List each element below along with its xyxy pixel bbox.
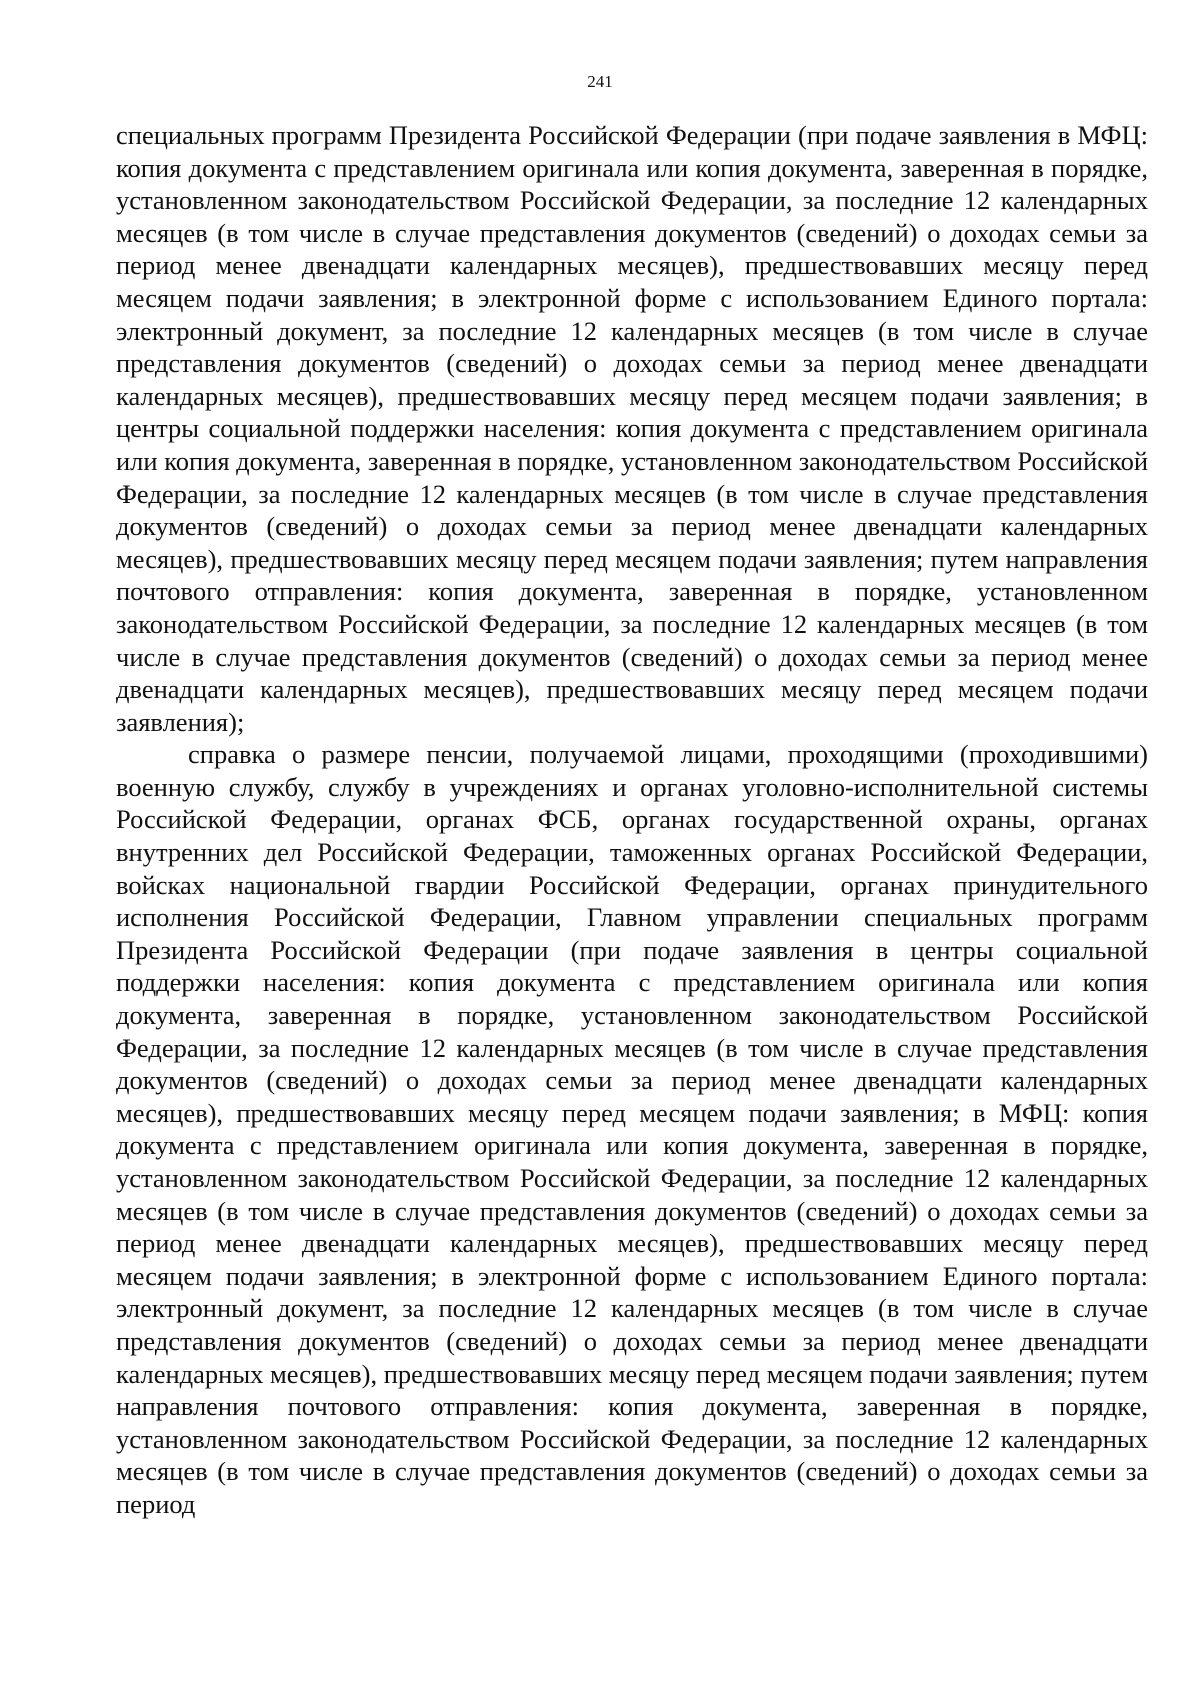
document-body [116, 119, 1148, 1521]
paragraph-continuation: специальных программ Президента Российской Федерации (при подаче заявления в МФЦ: копия документа с представлением оригинала или копия документа, заверенная в порядке, установленном законодательством Российской Федерации, за последние 12 календарных месяцев (в том числе в случае представления документов (сведений) о доходах семьи за период менее двенадцати календарных месяцев), предшествовавших месяцу перед месяцем подачи заявления; в электронной форме с использованием Единого портала: электронный документ, за последние 12 календарных месяцев (в том числе в случае представления документов (сведений) о доходах семьи за период менее двенадцати календарных месяцев), предшествовавших месяцу перед месяцем подачи заявления; в центры социальной поддержки населения: копия документа с представлением оригинала или копия документа, заверенная в порядке, установленном законодательством Российской Федерации, за последние 12 календарных месяцев (в том числе в случае представления документов (сведений) о доходах семьи за период менее двенадцати календарных месяцев), предшествовавших месяцу перед месяцем подачи заявления; путем направления почтового отправления: копия документа, заверенная в порядке, установленном законодательством Российской Федерации, за последние 12 календарных месяцев (в том числе в случае представления документов (сведений) о доходах семьи за период менее двенадцати календарных месяцев), предшествовавших месяцу перед месяцем подачи заявления); [116, 120, 1149, 737]
page-number: 241 [587, 72, 613, 91]
paragraph-pension-certificate: справка о размере пенсии, получаемой лицами, проходящими (проходившими) военную службу, службу в учреждениях и органах уголовно-исполнительной системы Российской Федерации, органах ФСБ, органах государственной охраны, органах внутренних дел Российской Федерации, таможенных органах Российской Федерации, войсках национальной гвардии Российской Федерации, органах принудительного исполнения Российской Федерации, Главном управлении специальных программ Президента Российской Федерации (при подаче заявления в центры социальной поддержки населения: копия документа с представлением оригинала или копия документа, заверенная в порядке, установленном законодательством Российской Федерации, за последние 12 календарных месяцев (в том числе в случае представления документов (сведений) о доходах семьи за период менее двенадцати календарных месяцев), предшествовавших месяцу перед месяцем подачи заявления; в МФЦ: копия документа с представлением оригинала или копия документа, заверенная в порядке, установленном законодательством Российской Федерации, за последние 12 календарных месяцев (в том числе в случае представления документов (сведений) о доходах семьи за период менее двенадцати календарных месяцев), предшествовавших месяцу перед месяцем подачи заявления; в электронной форме с использованием Единого портала: электронный документ, за последние 12 календарных месяцев (в том числе в случае представления документов (сведений) о доходах семьи за период менее двенадцати календарных месяцев), предшествовавших месяцу перед месяцем подачи заявления; путем направления почтового отправления: копия документа, заверенная в порядке, установленном законодательством Российской Федерации, за последние 12 календарных месяцев (в том числе в случае представления документов (сведений) о доходах семьи за период [116, 739, 1148, 1519]
